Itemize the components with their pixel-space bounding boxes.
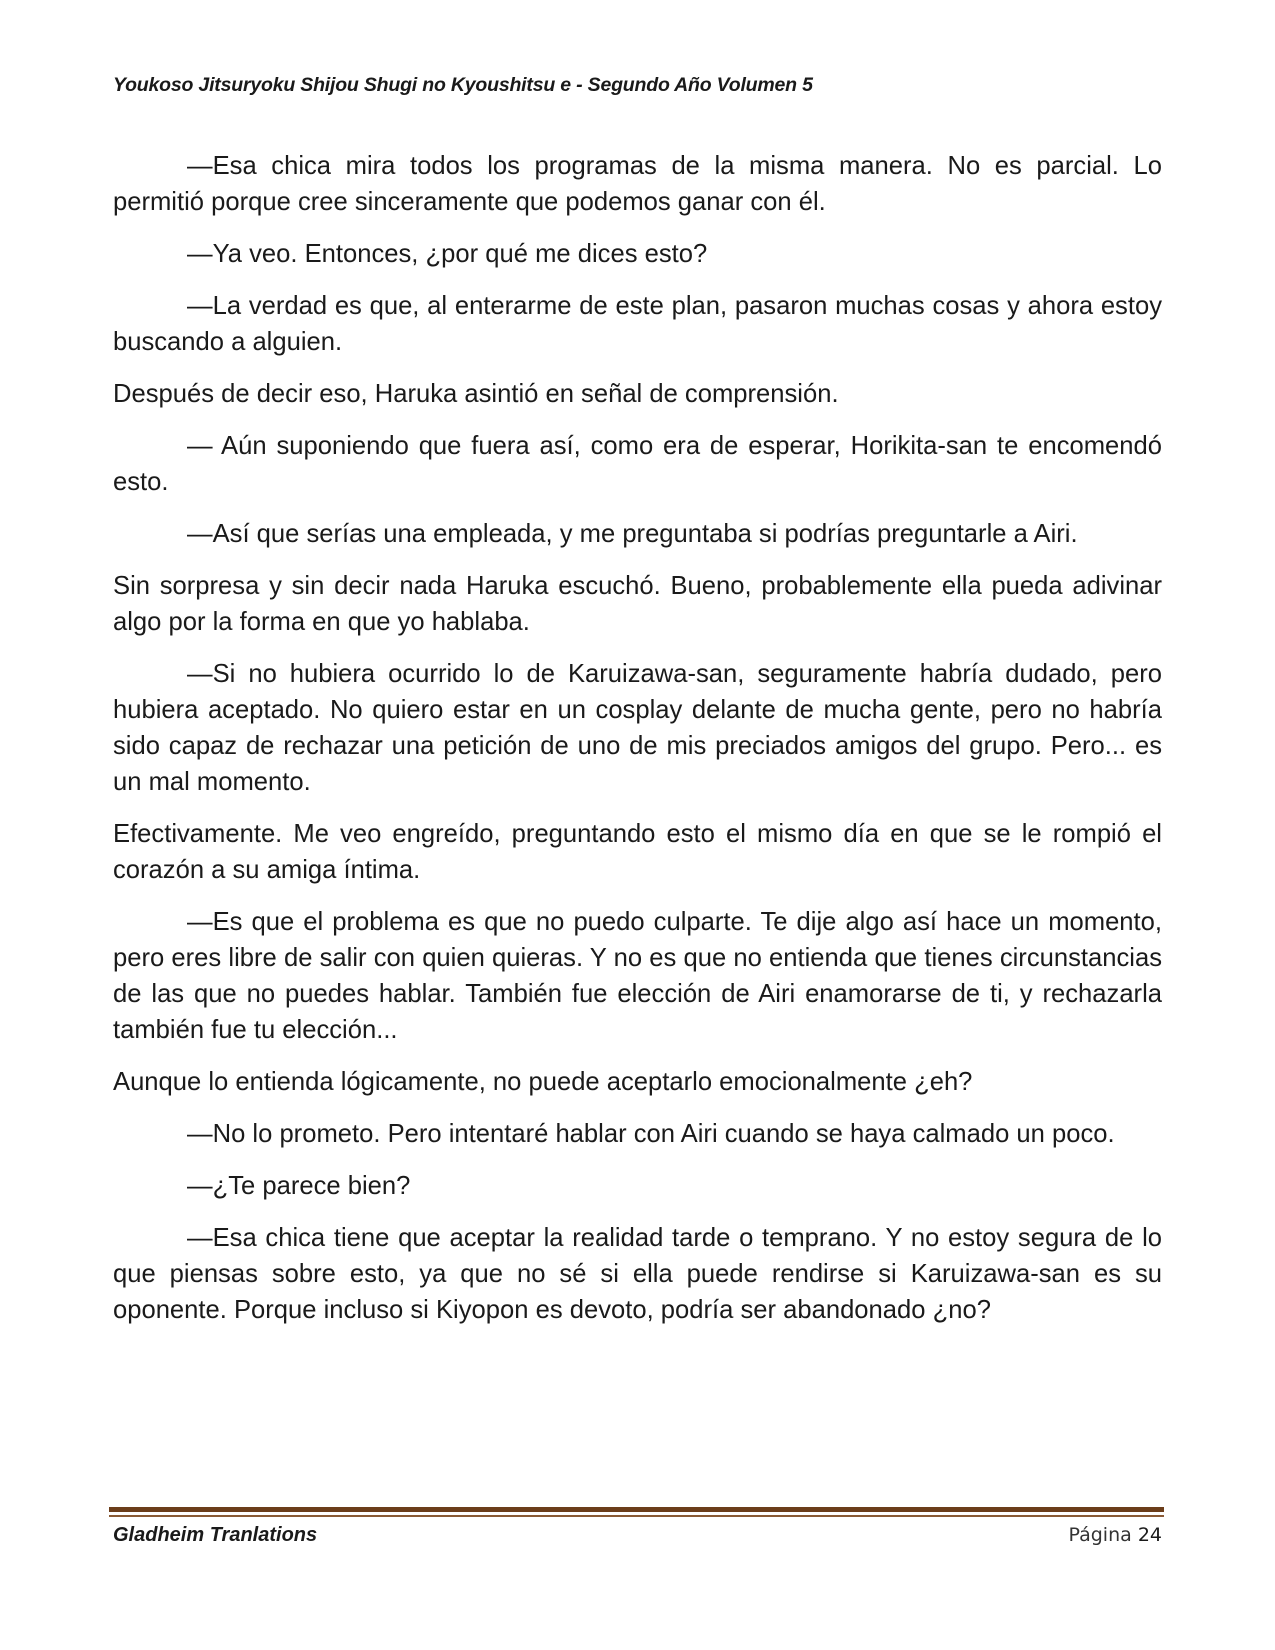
paragraph-narration: Después de decir eso, Haruka asintió en señal de comprensión. <box>113 380 839 408</box>
paragraph-dialogue: —Es que el problema es que no puedo culparte. Te dije algo así hace un momento, pero eres libre de salir con quien quieras. Y no es que no entienda que tienes circunstancias de las que no puedes hablar. También fue elección de Airi enamorarse de ti, y rechazarla también fue tu elección... <box>113 908 1162 1044</box>
paragraph-narration: Sin sorpresa y sin decir nada Haruka escuchó. Bueno, probablemente ella pueda adivinar algo por la forma en que yo hablaba. <box>113 572 1162 636</box>
paragraph-dialogue: — Aún suponiendo que fuera así, como era de esperar, Horikita-san te encomendó esto. <box>113 432 1162 496</box>
paragraph-dialogue: —Esa chica mira todos los programas de la misma manera. No es parcial. Lo permitió porque cree sinceramente que podemos ganar con él. <box>113 152 1162 216</box>
document-header: Youkoso Jitsuryoku Shijou Shugi no Kyoushitsu e - Segundo Año Volumen 5 <box>113 74 813 96</box>
paragraph-narration: Aunque lo entienda lógicamente, no puede aceptarlo emocionalmente ¿eh? <box>113 1068 973 1096</box>
paragraph-dialogue: —Así que serías una empleada, y me preguntaba si podrías preguntarle a Airi. <box>187 520 1078 548</box>
page-body <box>113 148 1162 1344</box>
page-number-value: 24 <box>1137 1524 1162 1546</box>
translator-credit: Gladheim Tranlations <box>113 1524 318 1546</box>
paragraph-dialogue: —No lo prometo. Pero intentaré hablar con Airi cuando se haya calmado un poco. <box>187 1120 1115 1148</box>
page-number <box>1068 1524 1162 1546</box>
paragraph-dialogue: —La verdad es que, al enterarme de este plan, pasaron muchas cosas y ahora estoy buscando a alguien. <box>113 292 1162 356</box>
page-label: Página <box>1068 1524 1132 1546</box>
paragraph-dialogue: —¿Te parece bien? <box>187 1172 411 1200</box>
paragraph-dialogue: —Si no hubiera ocurrido lo de Karuizawa-san, seguramente habría dudado, pero hubiera aceptado. No quiero estar en un cosplay delante de mucha gente, pero no habría sido capaz de rechazar una petición de uno de mis preciados amigos del grupo. Pero... es un mal momento. <box>113 660 1162 796</box>
paragraph-dialogue: —Ya veo. Entonces, ¿por qué me dices esto? <box>187 240 708 268</box>
paragraph-narration: Efectivamente. Me veo engreído, preguntando esto el mismo día en que se le rompió el corazón a su amiga íntima. <box>113 820 1162 884</box>
footer-divider-thick <box>109 1507 1164 1512</box>
footer-divider-thin <box>109 1515 1164 1517</box>
paragraph-dialogue: —Esa chica tiene que aceptar la realidad tarde o temprano. Y no estoy segura de lo que piensas sobre esto, ya que no sé si ella puede rendirse si Karuizawa-san es su oponente. Porque incluso si Kiyopon es devoto, podría ser abandonado ¿no? <box>113 1224 1162 1324</box>
